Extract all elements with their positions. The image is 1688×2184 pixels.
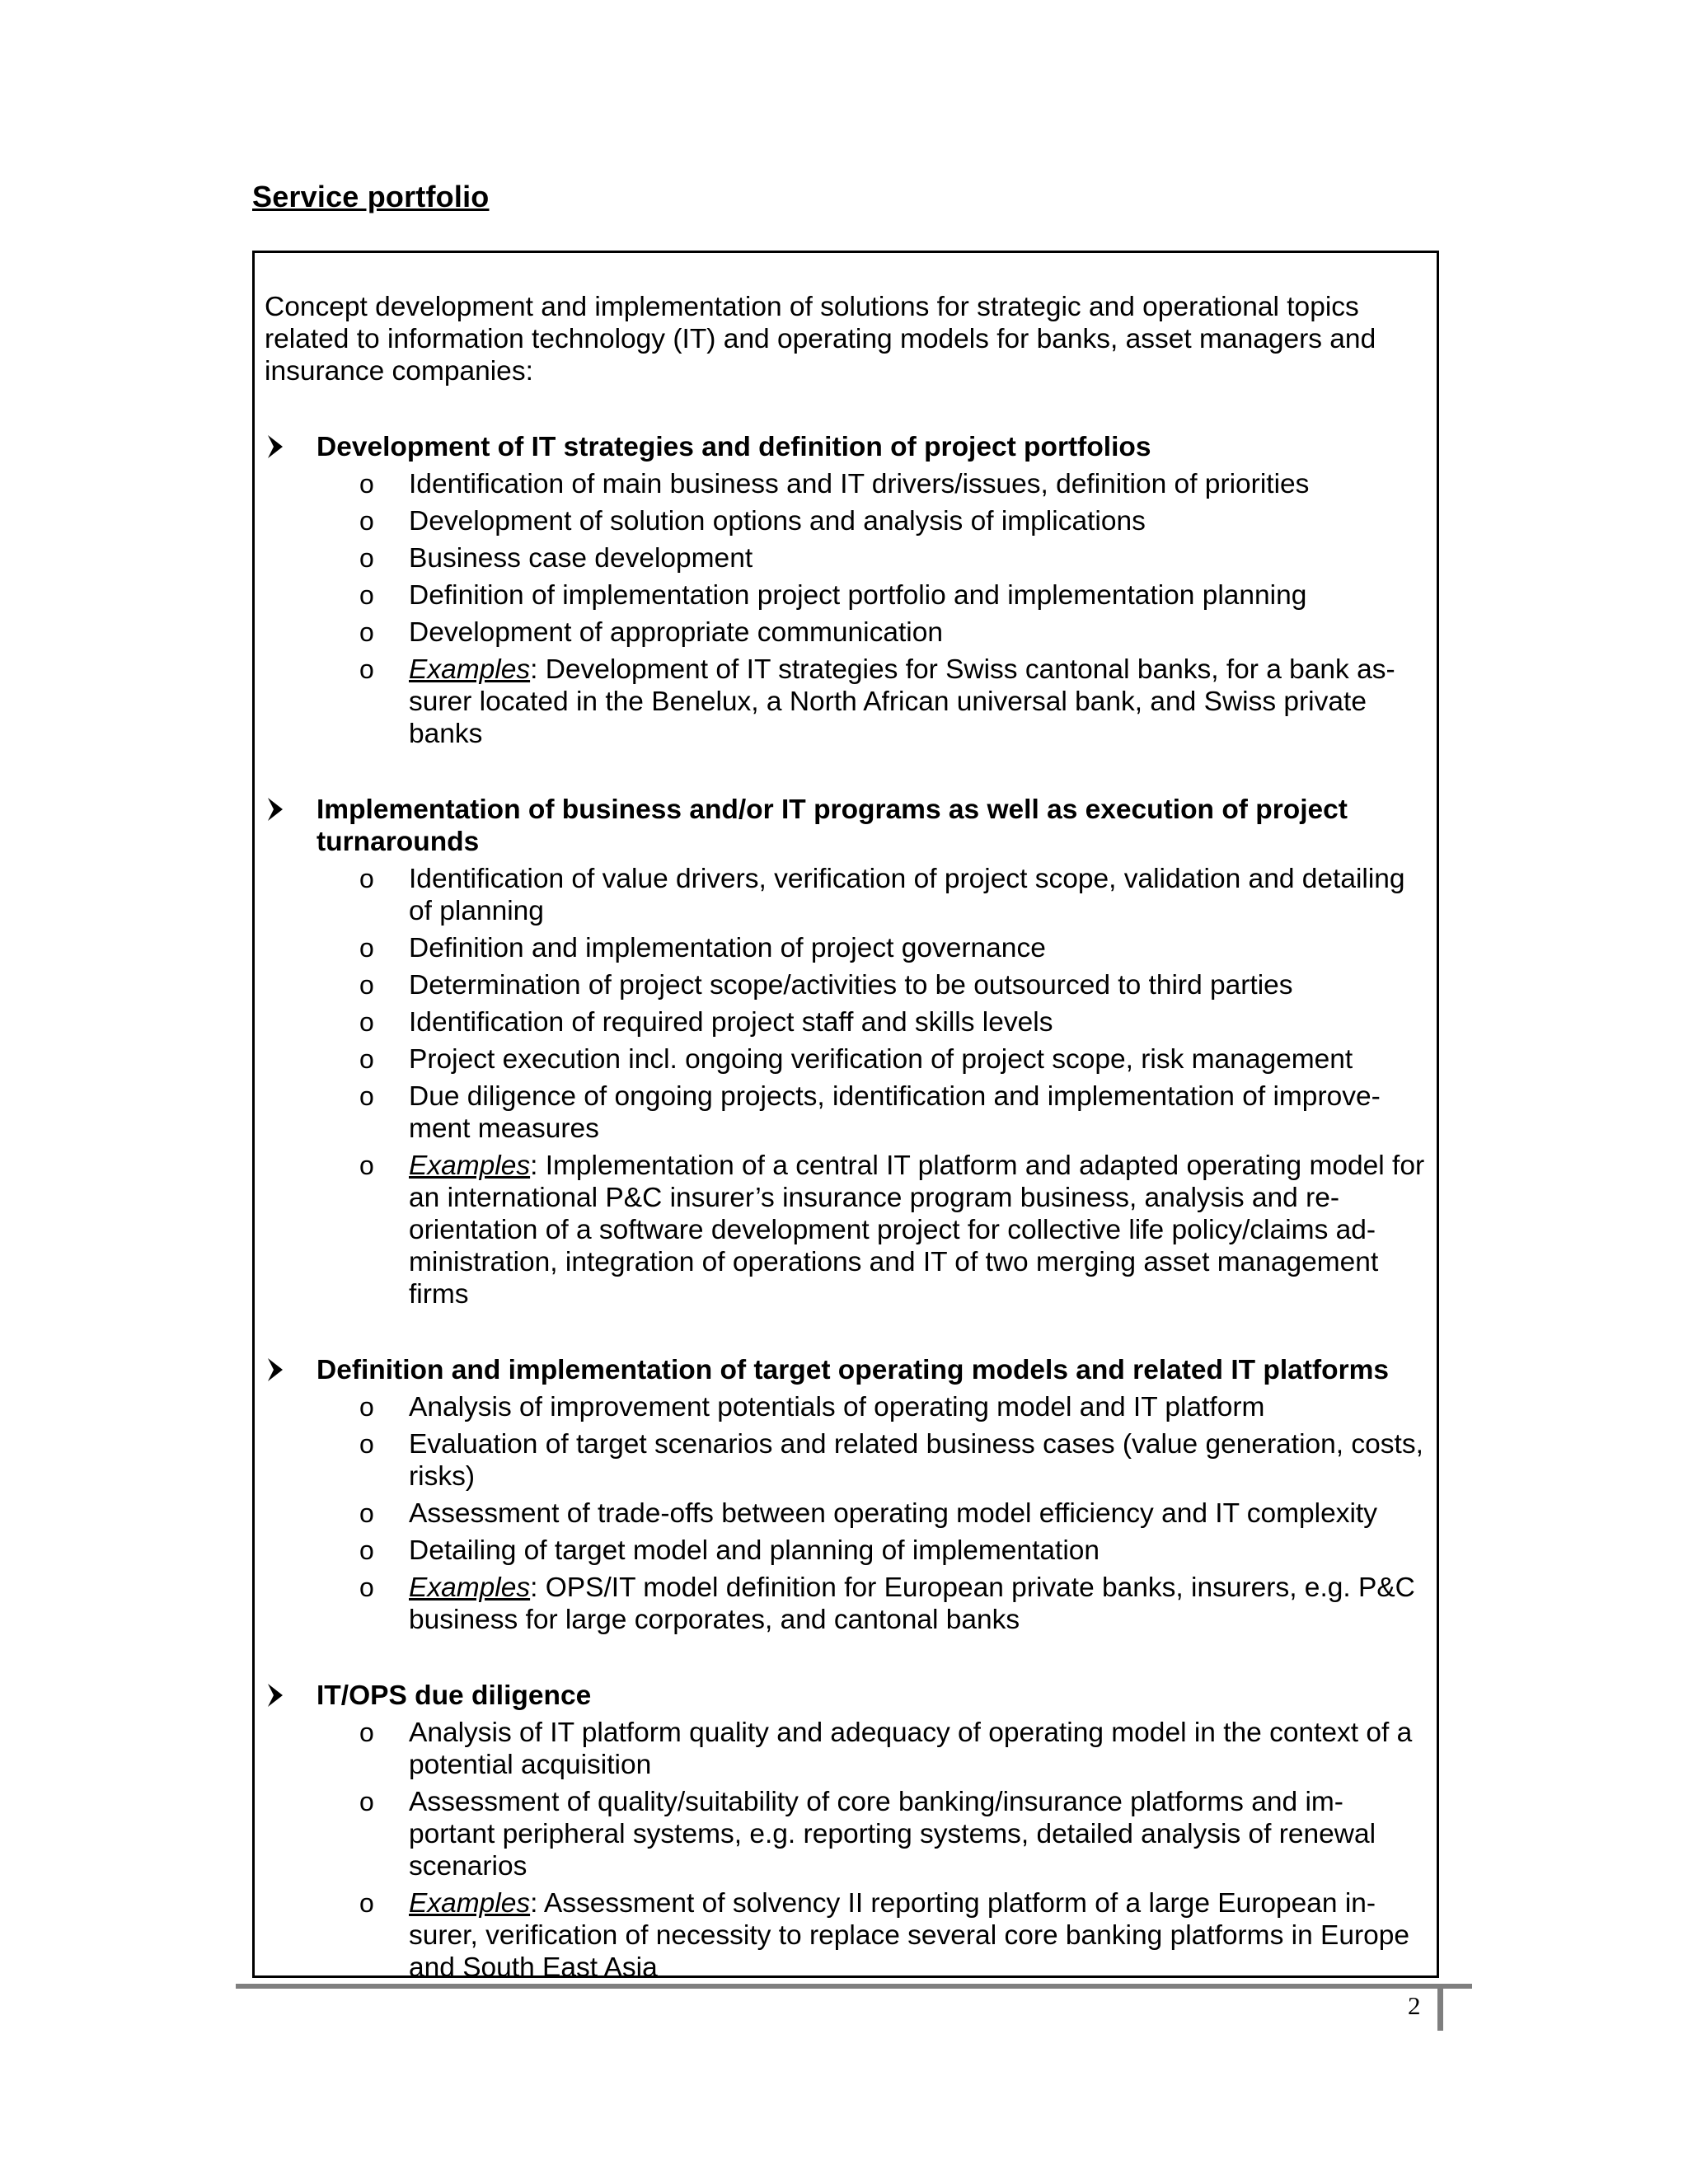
portfolio-section xyxy=(265,1680,1430,1984)
circle-bullet-icon: o xyxy=(359,1718,374,1747)
circle-bullet-icon: o xyxy=(359,1392,374,1422)
list-item-text: Identification of value drivers, verification of project scope, validation and detailing of planning xyxy=(409,864,1405,926)
list-item xyxy=(265,969,1430,1001)
section-title-text: Development of IT strategies and definition of project portfolios xyxy=(316,432,1151,462)
page-heading: Service portfolio xyxy=(252,180,490,213)
box-content xyxy=(265,291,1430,1989)
list-item-text: Evaluation of target scenarios and related business cases (value generation, costs, risks) xyxy=(409,1429,1423,1492)
footer-rule xyxy=(236,1984,1472,1989)
arrow-bullet-icon xyxy=(266,795,284,823)
list-item xyxy=(265,1043,1430,1076)
list-item-text: Definition and implementation of project governance xyxy=(409,933,1046,963)
list-item xyxy=(265,1535,1430,1567)
circle-bullet-icon: o xyxy=(359,933,374,963)
circle-bullet-icon: o xyxy=(359,1044,374,1074)
section-title-text: IT/OPS due diligence xyxy=(316,1680,592,1711)
circle-bullet-icon: o xyxy=(359,1888,374,1918)
list-item-text: Definition of implementation project portfolio and implementation planning xyxy=(409,580,1307,611)
section-title xyxy=(265,1354,1430,1386)
page-number-bar xyxy=(1437,1988,1443,2031)
list-item-text: Identification of required project staff and skills levels xyxy=(409,1007,1053,1038)
circle-bullet-icon: o xyxy=(359,1498,374,1528)
circle-bullet-icon: o xyxy=(359,580,374,610)
list-item xyxy=(265,1786,1430,1882)
portfolio-section xyxy=(265,1354,1430,1636)
circle-bullet-icon: o xyxy=(359,469,374,499)
section-title xyxy=(265,794,1430,858)
circle-bullet-icon: o xyxy=(359,617,374,647)
section-title xyxy=(265,1680,1430,1712)
list-item xyxy=(265,1006,1430,1038)
sections-list xyxy=(265,431,1430,1984)
list-item-text: Assessment of trade-offs between operating model efficiency and IT complexity xyxy=(409,1498,1377,1529)
circle-bullet-icon: o xyxy=(359,1787,374,1816)
list-item-text: Determination of project scope/activities to be outsourced to third parties xyxy=(409,970,1293,1001)
section-title-text: Definition and implementation of target operating models and related IT platforms xyxy=(316,1355,1390,1385)
circle-bullet-icon: o xyxy=(359,1572,374,1602)
list-item-text: Development of appropriate communication xyxy=(409,617,944,648)
circle-bullet-icon: o xyxy=(359,1429,374,1459)
examples-label: Examples xyxy=(409,1888,531,1919)
intro-paragraph: Concept development and implementation of solutions for strategic and operational topics related to information technology (IT) and operating models for banks, asset managers and insurance companies: xyxy=(265,292,1376,387)
examples-item xyxy=(265,1150,1430,1310)
arrow-bullet-icon xyxy=(266,433,284,461)
circle-bullet-icon: o xyxy=(359,506,374,536)
list-item xyxy=(265,863,1430,927)
circle-bullet-icon: o xyxy=(359,654,374,684)
circle-bullet-icon: o xyxy=(359,970,374,1000)
examples-text: : OPS/IT model definition for European private banks, insurers, e.g. P&C business for large corporates, and cantonal banks xyxy=(409,1572,1415,1635)
examples-item xyxy=(265,1572,1430,1636)
list-item xyxy=(265,505,1430,537)
circle-bullet-icon: o xyxy=(359,1151,374,1180)
circle-bullet-icon: o xyxy=(359,1081,374,1111)
circle-bullet-icon: o xyxy=(359,1535,374,1565)
list-item-text: Identification of main business and IT drivers/issues, definition of priorities xyxy=(409,469,1310,499)
list-item-text: Project execution incl. ongoing verification of project scope, risk management xyxy=(409,1044,1353,1075)
list-item-text: Detailing of target model and planning of implementation xyxy=(409,1535,1100,1566)
list-item-text: Analysis of IT platform quality and adequacy of operating model in the context of a potential acquisition xyxy=(409,1718,1413,1780)
service-portfolio-box xyxy=(252,251,1439,1983)
circle-bullet-icon: o xyxy=(359,864,374,893)
portfolio-section xyxy=(265,794,1430,1310)
list-item xyxy=(265,1428,1430,1493)
arrow-bullet-icon xyxy=(266,1681,284,1709)
examples-label: Examples xyxy=(409,1572,531,1603)
list-item-text: Business case development xyxy=(409,543,753,574)
list-item xyxy=(265,579,1430,612)
list-item xyxy=(265,542,1430,574)
list-item xyxy=(265,616,1430,649)
examples-text: : Assessment of solvency II reporting platform of a large European in-surer, verification of necessity to replace several core banking platforms in Europe and South East Asia xyxy=(409,1888,1410,1983)
section-title xyxy=(265,431,1430,463)
circle-bullet-icon: o xyxy=(359,1007,374,1037)
examples-text: : Implementation of a central IT platform and adapted operating model for an international P&C insurer’s insurance program business, analysis and re-orientation of a software development project for collective life policy/claims ad-ministration, integration of operations and IT of two merging asset management firms xyxy=(409,1151,1425,1310)
list-item xyxy=(265,1080,1430,1145)
list-item xyxy=(265,468,1430,500)
portfolio-section xyxy=(265,431,1430,750)
arrow-bullet-icon xyxy=(266,1356,284,1384)
section-title-text: Implementation of business and/or IT programs as well as execution of project turnarounds xyxy=(316,794,1348,857)
list-item-text: Assessment of quality/suitability of core banking/insurance platforms and im-portant peripheral systems, e.g. reporting systems, detailed analysis of renewal scenarios xyxy=(409,1787,1376,1882)
page-number: 2 xyxy=(1408,1991,1421,2020)
list-item-text: Development of solution options and analysis of implications xyxy=(409,506,1146,537)
examples-item xyxy=(265,654,1430,750)
list-item xyxy=(265,932,1430,964)
list-item xyxy=(265,1717,1430,1781)
examples-label: Examples xyxy=(409,654,531,685)
examples-item xyxy=(265,1887,1430,1984)
list-item xyxy=(265,1391,1430,1423)
examples-label: Examples xyxy=(409,1151,531,1181)
list-item-text: Due diligence of ongoing projects, identification and implementation of improve-ment measures xyxy=(409,1081,1381,1144)
circle-bullet-icon: o xyxy=(359,543,374,573)
list-item xyxy=(265,1497,1430,1530)
examples-text: : Development of IT strategies for Swiss cantonal banks, for a bank as-surer located in the Benelux, a North African universal bank, and Swiss private banks xyxy=(409,654,1395,749)
list-item-text: Analysis of improvement potentials of operating model and IT platform xyxy=(409,1392,1265,1422)
